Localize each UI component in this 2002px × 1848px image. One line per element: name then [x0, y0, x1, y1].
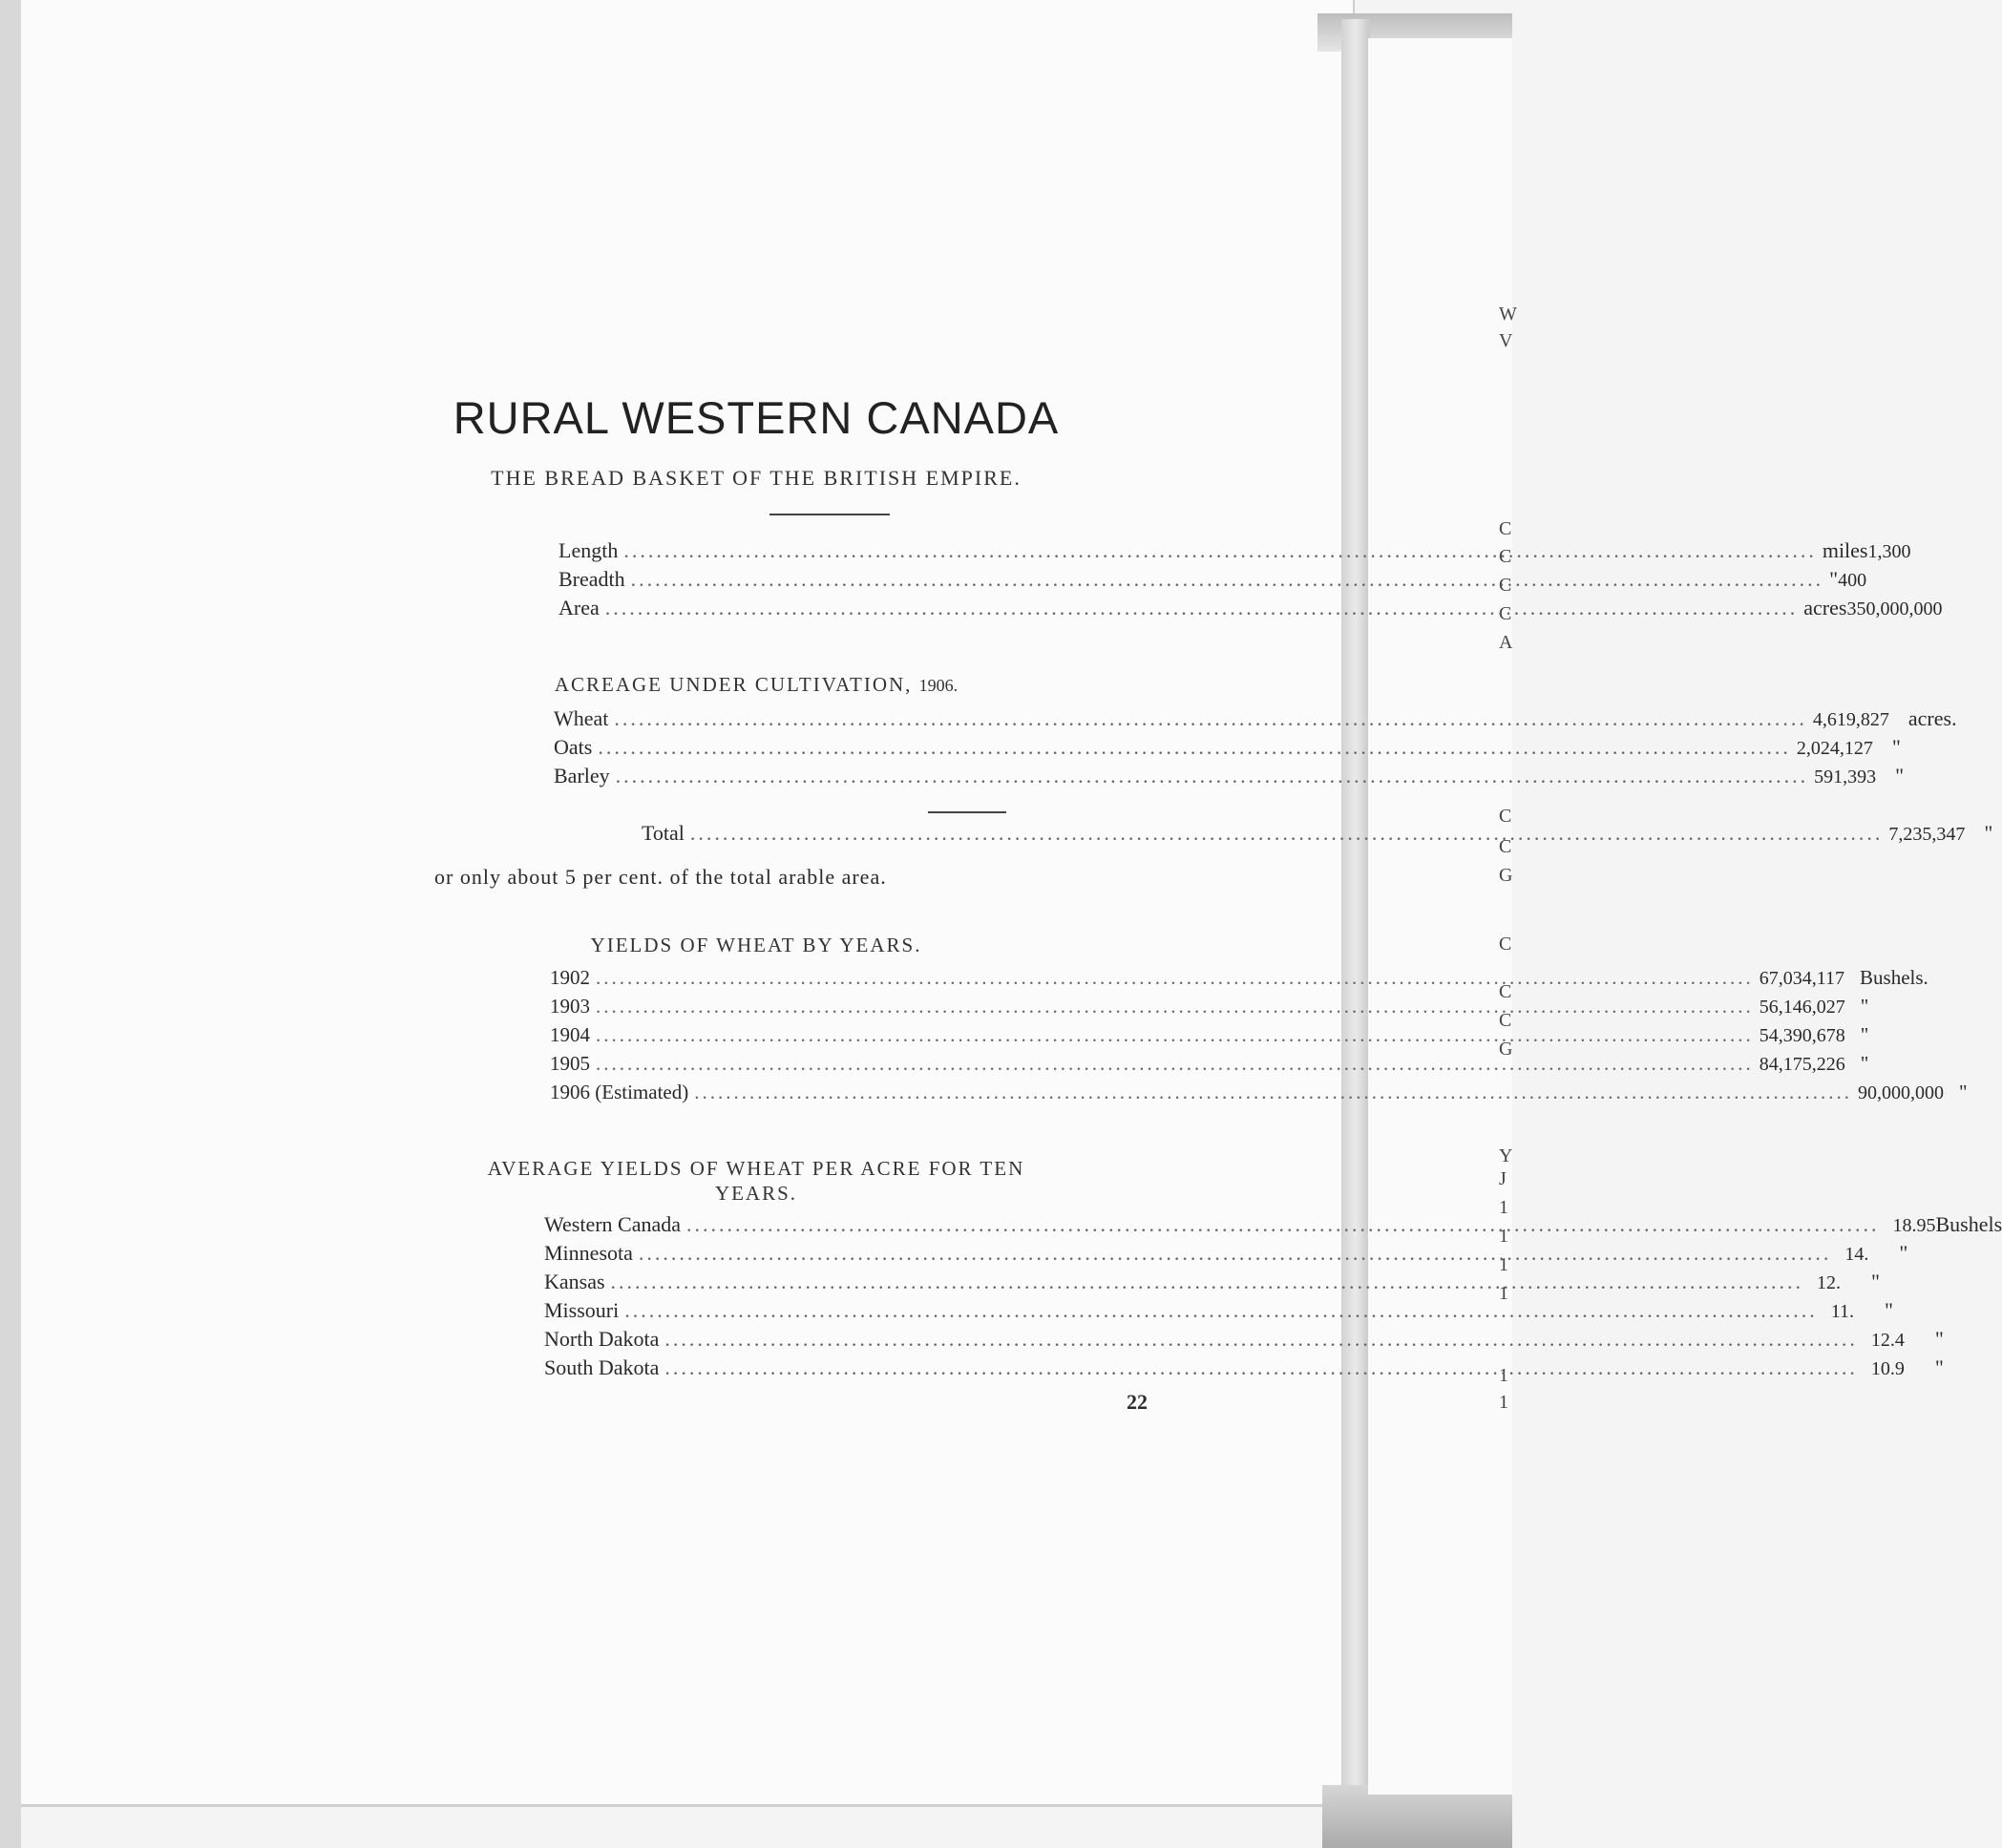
leader-dots — [614, 706, 1807, 731]
leader-dots — [694, 1081, 1852, 1104]
yield-unit: " — [1860, 995, 1869, 1018]
dimension-value: 400 — [1838, 570, 1867, 591]
total-unit: " — [1984, 821, 1993, 845]
next-page-letter: C — [1499, 836, 1512, 857]
dimension-label: Length — [558, 538, 619, 562]
region-unit: " — [1885, 1298, 1893, 1322]
leader-dots — [664, 1355, 1858, 1380]
average-row — [544, 1355, 1944, 1384]
next-page-letter: 1 — [1499, 1226, 1508, 1247]
leader-dots — [664, 1327, 1858, 1352]
yield-row — [550, 966, 1928, 995]
next-page-letter: 1 — [1499, 1197, 1508, 1218]
next-page-letter: C — [1499, 575, 1512, 596]
region-label: North Dakota — [544, 1327, 660, 1351]
yield-value: 54,390,678 — [1759, 1025, 1845, 1046]
yield-year: 1905 — [550, 1052, 590, 1075]
yield-unit: " — [1860, 1023, 1869, 1046]
dimension-unit: " — [1829, 567, 1839, 591]
leader-dots — [639, 1241, 1832, 1266]
yields-heading: YIELDS OF WHEAT BY YEARS. — [590, 934, 922, 956]
region-yield: 12.4 — [1870, 1330, 1905, 1351]
region-unit: Bushels — [1935, 1212, 2002, 1236]
yield-value: 67,034,117 — [1759, 968, 1845, 989]
crop-acres: 591,393 — [1814, 766, 1877, 788]
region-yield: 11. — [1830, 1301, 1855, 1322]
average-row — [544, 1241, 1908, 1270]
next-page-letter: 1 — [1499, 1254, 1508, 1275]
next-page-letter: C — [1499, 934, 1512, 955]
next-page-letter: C — [1499, 518, 1512, 539]
region-yield: 14. — [1844, 1244, 1869, 1265]
average-heading-cont: YEARS. — [714, 1182, 798, 1205]
leader-dots — [611, 1270, 1804, 1294]
leader-dots — [605, 596, 1799, 620]
leader-dots — [623, 538, 1817, 563]
next-page-letter: V — [1499, 330, 1513, 351]
acreage-heading-text: ACREAGE UNDER CULTIVATION, — [554, 673, 913, 696]
region-label: Kansas — [544, 1270, 605, 1293]
crop-label: Oats — [554, 735, 593, 759]
region-label: Minnesota — [544, 1241, 633, 1265]
average-row — [544, 1270, 1881, 1298]
crop-row — [554, 735, 1901, 764]
next-page-letter: C — [1499, 1010, 1512, 1031]
dimension-row — [558, 538, 1911, 567]
yield-year: 1906 (Estimated) — [550, 1081, 689, 1103]
average-row — [544, 1212, 2002, 1241]
crop-row — [554, 764, 1905, 792]
average-heading: AVERAGE YIELDS OF WHEAT PER ACRE FOR TEN — [487, 1157, 1025, 1180]
acreage-year: 1906. — [918, 676, 959, 695]
title-divider — [769, 514, 890, 515]
next-page-letter: G — [1499, 1039, 1513, 1060]
dimension-unit: miles — [1822, 538, 1868, 562]
next-page-letter: 1 — [1499, 1392, 1508, 1413]
region-label: South Dakota — [544, 1355, 660, 1379]
region-yield: 10.9 — [1870, 1358, 1905, 1379]
page-title: RURAL WESTERN CANADA — [453, 392, 1060, 443]
yield-value: 90,000,000 — [1857, 1082, 1944, 1103]
next-page-letter: W — [1499, 304, 1517, 325]
page-number: 22 — [1127, 1390, 1148, 1414]
yield-year: 1902 — [550, 966, 590, 989]
book-gutter — [1341, 19, 1370, 1823]
region-yield: 12. — [1817, 1272, 1842, 1293]
yield-value: 84,175,226 — [1759, 1054, 1845, 1075]
region-yield: 18.95 — [1892, 1215, 1936, 1236]
leader-dots — [616, 764, 1809, 788]
page-subtitle: THE BREAD BASKET OF THE BRITISH EMPIRE. — [491, 466, 1022, 490]
acreage-note: or only about 5 per cent. of the total arable area. — [434, 865, 887, 889]
yield-row — [550, 1052, 1869, 1081]
next-page-letter: Y — [1499, 1145, 1513, 1166]
dimension-label: Breadth — [558, 567, 625, 591]
leader-dots — [598, 735, 1791, 760]
leader-dots — [596, 966, 1754, 990]
total-label: Total — [642, 821, 685, 845]
yield-unit: " — [1958, 1081, 1968, 1103]
crop-acres: 2,024,127 — [1796, 738, 1873, 759]
next-page-letter: C — [1499, 603, 1512, 624]
next-page-letter: J — [1499, 1168, 1507, 1189]
acreage-heading — [0, 673, 1512, 697]
dimension-label: Area — [558, 596, 600, 620]
average-row — [544, 1327, 1944, 1355]
dimension-row — [558, 596, 1943, 624]
yield-year: 1904 — [550, 1023, 590, 1046]
leader-dots — [596, 1052, 1754, 1076]
leader-dots — [631, 567, 1824, 592]
leader-dots — [596, 995, 1754, 1018]
crop-unit: " — [1895, 764, 1905, 788]
book-page — [21, 0, 1355, 1807]
next-page-letter: 1 — [1499, 1365, 1508, 1386]
sum-rule — [928, 811, 1006, 813]
dimension-unit: acres — [1803, 596, 1847, 620]
total-acres: 7,235,347 — [1888, 824, 1966, 845]
next-page-edge — [1368, 38, 1512, 1795]
next-page-letter: C — [1499, 981, 1512, 1002]
crop-label: Barley — [554, 764, 610, 788]
region-unit: " — [1899, 1241, 1908, 1265]
yield-unit: " — [1860, 1052, 1869, 1075]
dimension-row — [558, 567, 1867, 596]
next-page-letter: C — [1499, 806, 1512, 827]
leader-dots — [690, 821, 1884, 846]
yield-row — [550, 995, 1869, 1023]
yield-unit: Bushels. — [1860, 966, 1928, 989]
yield-value: 56,146,027 — [1759, 997, 1845, 1018]
region-unit: " — [1934, 1355, 1944, 1379]
next-page-letter: C — [1499, 546, 1512, 567]
dimension-value: 1,300 — [1867, 541, 1911, 562]
yield-year: 1903 — [550, 995, 590, 1018]
next-page-letter: G — [1499, 865, 1513, 886]
yield-row — [550, 1023, 1869, 1052]
crop-label: Wheat — [554, 706, 609, 730]
crop-unit: acres. — [1907, 706, 1957, 730]
crop-unit: " — [1891, 735, 1901, 759]
region-label: Missouri — [544, 1298, 620, 1322]
next-page-letter: 1 — [1499, 1283, 1508, 1304]
leader-dots — [624, 1298, 1818, 1323]
region-label: Western Canada — [544, 1212, 681, 1236]
crop-row — [554, 706, 1957, 735]
dimension-value: 350,000,000 — [1846, 598, 1943, 620]
next-page-letter: A — [1499, 632, 1513, 653]
leader-dots — [596, 1023, 1754, 1047]
leader-dots — [686, 1212, 1880, 1237]
yield-row — [550, 1081, 1968, 1109]
region-unit: " — [1934, 1327, 1944, 1351]
crop-acres: 4,619,827 — [1812, 709, 1889, 730]
average-row — [544, 1298, 1893, 1327]
left-page-edge — [0, 0, 21, 1848]
total-row — [642, 821, 1993, 850]
region-unit: " — [1871, 1270, 1881, 1293]
